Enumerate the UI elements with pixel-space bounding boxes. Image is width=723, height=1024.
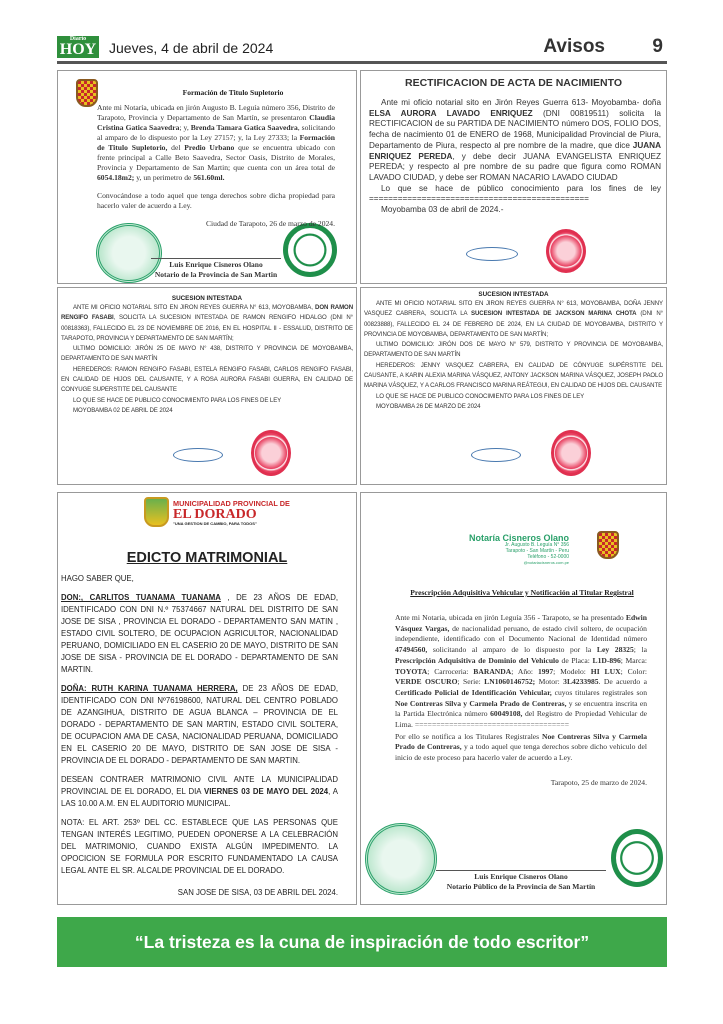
- notary-stamp-icon: [251, 430, 291, 476]
- paragraph: [97, 191, 335, 211]
- paragraph: [364, 402, 663, 412]
- paragraph: [61, 817, 338, 877]
- signer-name: Luis Enrique Cisneros Olano: [474, 872, 568, 881]
- notice-body: [395, 613, 647, 764]
- paragraph: [364, 299, 663, 340]
- signature-icon: [466, 247, 518, 261]
- text: (DNI N° 00823888), FALLECIDO EL 24 DE FEBRERO DE 2024, EN LA CIUDAD DE MOYOBAMBA, DISTRITO Y PROVINCIA DE MOYOBAMBA, DEPARTAMENTO DE SAN MARTÍN;: [364, 310, 664, 338]
- notice-title: RECTIFICACION DE ACTA DE NACIMIENTO: [405, 77, 622, 89]
- bold-text: 561.60ml.: [193, 173, 225, 182]
- text: de nacionalidad peruano, de estado civil soltero, de ocupación independiente, identificado con el Documento Nacional de Identidad número: [395, 623, 647, 644]
- paragraph: [369, 184, 661, 205]
- paragraph: [369, 98, 661, 184]
- bold-text: VERDE OSCURO: [395, 677, 458, 687]
- text: , y debe decir JUANA EVANGELISTA ENRIQUEZ PEREDA; y respecto al pre nombre de su padre que figura como ROMAN LAVADO CIUDAD, y debe ser ROMAN NACARIO LAVADO CIUDAD: [369, 151, 661, 182]
- bold-text: LN1060146752;: [484, 677, 536, 687]
- text: MOYOBAMBA 26 DE MARZO DE 2024: [376, 402, 481, 410]
- signer-title: Notario de la Provincia de San Martin: [154, 270, 278, 279]
- paragraph: [61, 406, 353, 416]
- notice-title: EDICTO MATRIMONIAL: [126, 550, 288, 566]
- signature-block: [436, 870, 606, 892]
- signature-icon: [471, 448, 521, 462]
- text: , solicitando al amparo de lo dispuesto por la Ley 27157; y, la Ley 27333; la: [97, 123, 336, 142]
- text: que se encuentra ubicado con frente principal a Calle Beto Saavedra, Sector Oasis, Distrito de Morales, Provincia y Departamento de San Martin; que cuenta con un área total de: [97, 143, 335, 172]
- bold-text: VIERNES 03 DE MAYO DEL 2024: [204, 787, 329, 796]
- municipality-crest-icon: [144, 497, 169, 527]
- signature-block: [151, 258, 281, 280]
- bold-text: DON:, CARLITOS TUANAMA TUANAMA: [61, 593, 221, 602]
- paragraph: [61, 573, 338, 585]
- text: ANTE MI OFICIO NOTARIAL SITO EN JIRON REYES GUERRA N° 613, MOYOBAMBA, DOÑA JENNY VASQUEZ CABRERA, SOLICITA LA: [364, 300, 663, 318]
- text: , A LAS 10.00 A.M. EN EL AUDITORIO MUNICIPAL.: [61, 787, 338, 808]
- text: ; Marca:: [620, 655, 648, 665]
- bold-text: Formación de Titulo Supletorio,: [97, 133, 335, 152]
- text: del Registro de Propiedad Vehicular de Lima. ====================================: [395, 709, 647, 730]
- paragraph: [364, 340, 663, 361]
- signature-icon: [173, 448, 223, 462]
- bold-text: TOYOTA: [395, 666, 428, 676]
- bold-text: Claudia Cristina Gatica Saavedra: [97, 113, 335, 132]
- signer-title: Notario Público de la Provincia de San Martín: [446, 882, 596, 891]
- text: y, un perimetro de: [134, 173, 194, 182]
- notary-stamp-icon: [551, 430, 591, 476]
- paragraph: [395, 613, 647, 731]
- section-title: Avisos: [543, 36, 605, 57]
- text: MOYOBAMBA 02 DE ABRIL DE 2024: [73, 406, 173, 414]
- notice-rectificacion: [360, 70, 667, 284]
- paragraph: [61, 365, 353, 396]
- bold-text: JUANA ENRIQUEZ PEREDA: [369, 140, 661, 161]
- bold-text: Predio Urbano: [184, 143, 235, 152]
- notice-body: [97, 103, 335, 211]
- text: ; Serie:: [457, 677, 485, 687]
- notice-titulo-supletorio: [57, 70, 357, 284]
- bold-text: 60049108,: [490, 709, 523, 719]
- notice-title: Prescripción Adquisitiva Vehicular y Notificación al Titular Registral: [410, 588, 634, 597]
- text: HEREDEROS: JENNY VASQUEZ CABRERA, EN CALIDAD DE CÓNYUGE SUPÉRSTITE DEL CAUSANTE, A KARIN ALEXIA MARINA VÁSQUEZ, ANTONY JACKSON MARINA VÁSQUEZ, JOSEPH PAOLO MARINA VÁSQUEZ, Y A CARLOS FRANCISCO MARINA REÁTEGUI, EN CALIDAD DE HIJOS DEL CAUSANTE: [364, 361, 663, 390]
- bold-text: SUCESION INTESTADA DE JACKSON MARINA CHOTA: [471, 310, 637, 318]
- bold-text: DON RAMON RENGIFO FASABI: [61, 304, 353, 322]
- signer-name: Luis Enrique Cisneros Olano: [169, 260, 263, 269]
- notice-sucesion-rengifo: [57, 287, 357, 485]
- notary-stamp-icon: [546, 229, 586, 273]
- text: ; Carroceria:: [427, 666, 474, 676]
- text: NOTA: EL ART. 253º DEL CC. ESTABLECE QUE LAS PERSONAS QUE TENGAN INTERÉS LEGITIMO, PUEDEN OPONERSE A LA CELEBRACIÓN DEL MATRIMONIO, CUANDO EXISTA ALGÚN IMPEDIMENTO. LA OPOCICION SE FORMULA POR ESCRITO FUNDAMENTADO LA CAUSA LEGAL ANTE EL SR. ALCALDE PROVINCIAL DE EL DORADO.: [61, 818, 338, 875]
- text: HAGO SABER QUE,: [61, 574, 134, 583]
- bold-text: BARANDA: [473, 666, 512, 676]
- bold-text: 3L4233985: [563, 677, 599, 687]
- bold-text: L1D-896: [592, 655, 621, 665]
- text: LO QUE SE HACE DE PUBLICO CONOCIMIENTO PARA LOS FINES DE LEY: [73, 396, 282, 404]
- text: LO QUE SE HACE DE PUBLICO CONOCIMIENTO PARA LOS FINES DE LEY: [376, 392, 585, 400]
- text: ; y,: [179, 123, 191, 132]
- paragraph: [369, 205, 661, 216]
- notice-sucesion-marina: [360, 287, 667, 485]
- paragraph: [97, 103, 335, 183]
- text: de Placa:: [558, 655, 593, 665]
- bold-text: Edwin Vásquez Vargas,: [395, 613, 647, 633]
- text: ; Año:: [511, 666, 538, 676]
- text: ANTE MI OFICIO NOTARIAL SITO EN JIRON REYES GUERRA N° 613, MOYOBAMBA,: [73, 304, 316, 311]
- text: Moyobamba 03 de abril de 2024.-: [381, 205, 504, 215]
- bold-text: 1997: [537, 666, 554, 676]
- text: ULTIMO DOMICILIO: JIRÓN 25 DE MAYO N° 438, DISTRITO Y PROVINCIA DE MOYOBAMBA, DEPARTAMENTO DE SAN MARTÍN: [61, 345, 353, 363]
- issue-date: Jueves, 4 de abril de 2024: [109, 40, 274, 56]
- text: . De acuerdo a: [598, 677, 647, 687]
- paragraph: [395, 732, 647, 764]
- paragraph: [61, 592, 338, 676]
- notice-body: [369, 98, 661, 216]
- paragraph: [364, 361, 663, 392]
- text: ULTIMO DOMICILIO: JIRÓN DOS DE MAYO N° 579, DISTRITO Y PROVINCIA DE MOYOBAMBA, DEPARTAMENTO DE SAN MARTÍN: [364, 341, 663, 359]
- text: Convocándose a todo aquel que tenga derechos sobre dicha propiedad para hacerlo valer de acuerdo a Ley.: [97, 191, 335, 210]
- text: solicitando al amparo de lo dispuesto por la: [427, 645, 597, 655]
- text: HEREDEROS: RAMON RENGIFO FASABI, ESTELA RENGIFO FASABI, CARLOS RENGIFO FASABI, EN CALIDAD DE HIJOS DEL CAUSANTE, Y A ROSA AURORA FASABI GUERRA, EN CALIDAD DE CONYUGE SUPERSTITE DEL CAUSANTE: [61, 365, 353, 394]
- place-date: SAN JOSE DE SISA, 03 DE ABRIL DEL 2024.: [177, 888, 338, 897]
- text: ; Modelo:: [553, 666, 591, 676]
- text: Lo que se hace de público conocimiento para los fines de ley ==============================================: [369, 183, 661, 204]
- text: Motor:: [535, 677, 564, 687]
- bold-text: Noe Contreras Silva y Carmela Prado de Contreras,: [395, 698, 567, 708]
- text: del: [167, 143, 185, 152]
- bold-text: Ley 28325: [596, 645, 634, 655]
- notary-crest-icon: [76, 79, 98, 107]
- notice-prescripcion-vehicular: [360, 492, 667, 905]
- text: Ante mi Notaria, ubicada en jirón Leguía 356 - Tarapoto, se ha presentado: [395, 613, 626, 622]
- notary-crest-icon: [597, 531, 619, 559]
- paragraph: [61, 774, 338, 810]
- notice-title: SUCESION INTESTADA: [171, 295, 243, 302]
- paragraph: [364, 392, 663, 402]
- text: cuyos titulares registrales son: [551, 687, 647, 697]
- municipality-header: MUNICIPALIDAD PROVINCIAL DE EL DORADO "UNA GESTION DE CAMBIO, PARA TODOS": [173, 499, 290, 526]
- paragraph: [61, 683, 338, 767]
- notice-body: [364, 299, 663, 412]
- bold-text: Brenda Tamara Gatica Saavedra: [190, 123, 298, 132]
- bold-text: HI LUX: [590, 666, 621, 676]
- notice-body: [61, 303, 353, 416]
- text: Ante mi oficio notarial sito en Jirón Reyes Guerra 613- Moyobamba- doña: [381, 98, 661, 107]
- page-number: 9: [652, 36, 663, 57]
- place-date: Tarapoto, 25 de marzo de 2024.: [550, 777, 647, 787]
- text: y se encuentra inscrita en la Partida Electrónica número: [395, 698, 647, 719]
- paragraph: [61, 344, 353, 365]
- paragraph: [61, 396, 353, 406]
- text: ; la: [633, 645, 647, 655]
- notice-title: SUCESION INTESTADA: [478, 291, 549, 298]
- notice-title: Formación de Titulo Supletorio: [182, 88, 284, 97]
- text: ; Color:: [620, 666, 647, 676]
- text: DE 23 AÑOS DE EDAD, IDENTIFICADO CON DNI Nº76198600, NATURAL DEL CENTRO POBLADO DE AZANGIHUA, DISTRITO DE AGUA BLANCA – PROVINCIA DE EL DORADO - DEPARTAMENTO DE SAN MARTIN, ESTADO CIVIL SOLTERA, DE OCUPACION AMA DE CASA, NACIONALIDAD PERUANA, DOMICILIADO EN EL CASERIO 20 DE MAYO, DISTRITO DE SAN JOSE DE SISA - PROVINCIA DE EL DORADO - DEPARTAMENTO DE SAN MARTIN.: [61, 684, 338, 765]
- text: Ante mi Notaría, ubicada en jirón Augusto B. Leguía número 356, Distrito de Tarapoto, Provincia y Departamento de San Martín, se presentaron: [97, 103, 335, 122]
- bold-text: Noe Contreras Silva y Carmela Prado de Contreras,: [395, 731, 648, 752]
- bold-text: ELSA AURORA LAVADO ENRIQUEZ: [369, 108, 533, 118]
- notary-letterhead: Notaría Cisneros Olano Jr. Augusto B. Leguía N° 356 Tarapoto - San Martín - Peru Teléfono - 52-0000 @notariacisneros.com.pe: [469, 533, 570, 565]
- bold-text: Certificado Policial de Identificación Vehicular,: [395, 687, 552, 697]
- text: Por ello se notifica a los Titulares Registrales: [395, 731, 543, 741]
- paragraph: [61, 303, 353, 344]
- text: , SOLICITA LA SUCESION INTESTADA DE RAMON RENGIFO HIDALGO (DNI N° 00818363), FALLECIDO EL 23 DE NOVIEMBRE DE 2016, EN EL HOSPITAL II - ESSALUD, DISTRITO DE TARAPOTO, PROVINCIA Y DEPARTAMENTO DE SAN MARTÍN;: [61, 314, 353, 342]
- quote-banner: “La tristeza es la cuna de inspiración de todo escritor”: [57, 917, 667, 967]
- bold-text: DOÑA: RUTH KARINA TUANAMA HERRERA,: [61, 684, 238, 693]
- bold-text: Prescripción Adquisitiva de Dominio del Vehiculo: [395, 655, 559, 665]
- text: DESEAN CONTRAER MATRIMONIO CIVIL ANTE LA MUNICIPALIDAD PROVINCIAL DE EL DORADO, EL DIA: [61, 775, 338, 796]
- text: y a todo aquel que tenga derechos sobre dicho vehiculo del inicio de este proceso para hacerlo valer de acuerdo a Ley.: [395, 742, 648, 763]
- bold-text: 6054.18m2;: [97, 173, 135, 182]
- place-date: Ciudad de Tarapoto, 26 de marzo de 2024.: [205, 219, 335, 228]
- notice-edicto-matrimonial: [57, 492, 357, 905]
- text: , DE 23 AÑOS DE EDAD, IDENTIFICADO CON DNI N.º 75374667 NATURAL DEL DISTRITO DE SAN JOSE DE SISA , PROVINCIA EL DORADO - DEPARTAMENTO SAN MATIN , ESTADO CIVIL SOLTERO, DE OCUPACION AGRICULTOR, NACIONALIDAD PERUANO, DOMICILIADO EN EL CASERIO 20 DE MAYO, DISTRITO DE SAN JOSE DE SISA - PROVINCIA DE EL DORADO - DEPARTAMENTO DE SAN MARTIN.: [61, 593, 338, 674]
- page-header: [57, 34, 667, 64]
- notice-body: [61, 573, 338, 877]
- bold-text: 47494560,: [395, 645, 428, 655]
- text: (DNI 00819511) solicita la RECTIFICACION de su PARTIDA DE NACIMIENTO número DOS, FOLIO DOS, fecha de nacimiento 01 de ENERO de 1968, Municipalidad Provincial de Piura, Departamento de Piura, respecto al pre nombre de la madre, que dice: [369, 108, 661, 150]
- diario-hoy-logo: Diario HOY: [57, 36, 99, 58]
